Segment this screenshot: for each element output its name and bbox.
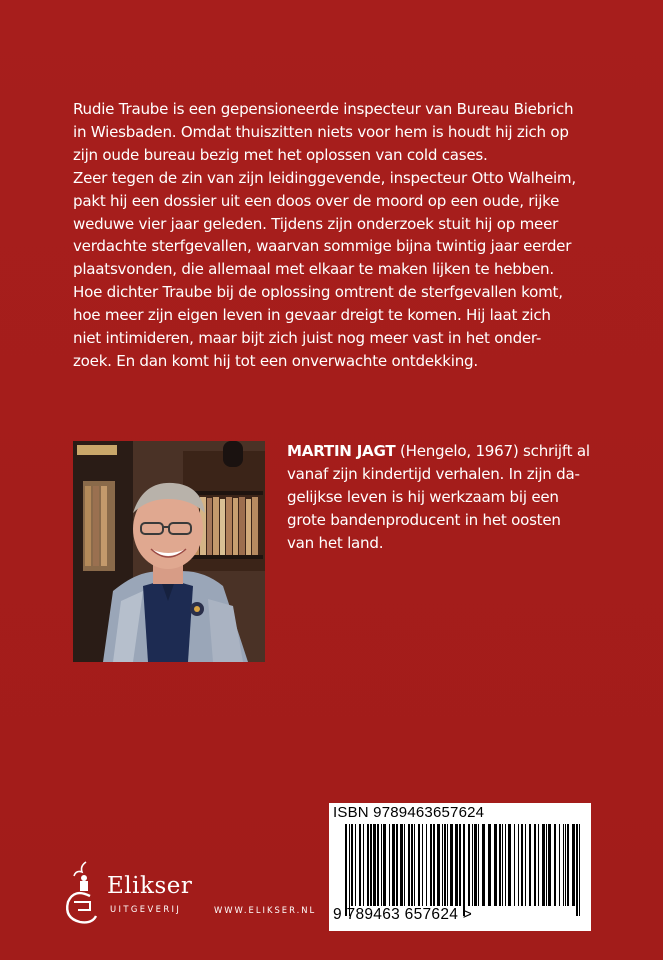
barcode-bar (363, 824, 364, 906)
barcode-bar (400, 824, 403, 906)
barcode-bar (404, 824, 405, 906)
barcode-bar (576, 824, 578, 916)
bio-line: grote bandenproducent in het oosten (287, 511, 561, 529)
blurb-line: in Wiesbaden. Omdat thuiszitten niets voor hem is houdt hij zich op (73, 122, 569, 141)
blurb-line: verdachte sterfgevallen, waarvan sommige bijna twintig jaar eerder (73, 237, 572, 256)
barcode-bar (534, 824, 536, 906)
bio-line: (Hengelo, 1967) schrijft al (395, 442, 590, 460)
blurb-line: hoe meer zijn eigen leven in gevaar dreigt te komen. Hij laat zich (73, 306, 551, 325)
bio-line: van het land. (287, 534, 384, 552)
barcode-digits: 9 789463 657624 > (333, 906, 473, 923)
barcode-bar (494, 824, 497, 906)
barcode-bar (383, 824, 386, 906)
blurb-line: Zeer tegen de zin van zijn leidinggevende, inspecteur Otto Walheim, (73, 168, 576, 187)
bio-first-line (287, 440, 591, 463)
barcode-bar (468, 824, 470, 906)
blurb-line: Rudie Traube is een gepensioneerde inspecteur van Bureau Biebrich (73, 100, 574, 118)
blurb-line: weduwe vier jaar geleden. Tijdens zijn onderzoek stuit hij op meer (73, 214, 559, 233)
publisher-sub: UITGEVERIJ (110, 904, 182, 914)
barcode-bar (567, 824, 569, 906)
barcode-bar (472, 824, 473, 906)
barcode-bar (437, 824, 440, 906)
author-bio (287, 440, 591, 555)
publisher-website: WWW.ELIKSER.NL (214, 905, 317, 915)
barcode-bar (367, 824, 369, 906)
barcode-bar (426, 824, 427, 906)
barcode-bar (579, 824, 580, 916)
barcode-bar (396, 824, 398, 906)
barcode-bar (488, 824, 491, 906)
barcode-bar (442, 824, 443, 906)
barcode-bar (518, 824, 519, 906)
isbn-barcode (329, 803, 591, 931)
barcode-bar (345, 824, 347, 916)
barcode-bar (373, 824, 376, 906)
barcode-bar (521, 824, 523, 906)
barcode-bar (430, 824, 432, 906)
blurb-line: zoek. En dan komt hij tot een onverwachte ontdekking. (73, 351, 478, 370)
bio-line: vanaf zijn kindertijd verhalen. In zijn da- (287, 465, 580, 483)
barcode-bar (359, 824, 361, 906)
barcode-bar (565, 824, 566, 906)
barcode-bar (444, 824, 446, 906)
publisher-logo (60, 858, 210, 928)
barcode-bar (559, 824, 560, 906)
publisher-emblem-icon (60, 858, 108, 928)
blurb-line: zijn oude bureau bezig met het oplossen van cold cases. (73, 145, 488, 164)
blurb-text (73, 98, 591, 373)
barcode-bar (355, 824, 356, 906)
barcode-bar (538, 824, 539, 906)
barcode-bar (459, 824, 461, 906)
barcode-bar (349, 824, 350, 916)
barcode-bar (370, 824, 372, 906)
barcode-bar (422, 824, 423, 906)
barcode-bar (447, 824, 448, 906)
barcode-bar (542, 824, 545, 906)
barcode-bar (525, 824, 526, 906)
bio-line: gelijkse leven is hij werkzaam bij een (287, 488, 559, 506)
barcode-bar (418, 824, 420, 906)
blurb-line: niet intimideren, maar bijt zich juist nog meer vast in het onder- (73, 329, 542, 348)
barcode-bar (450, 824, 453, 906)
barcode-bar (572, 824, 575, 906)
isbn-label: ISBN 9789463657624 (333, 804, 485, 821)
barcode-bar (408, 824, 410, 906)
blurb-line: plaatsvonden, die allemaal met elkaar te maken lijken te hebben. (73, 260, 554, 279)
barcode-bar (554, 824, 556, 906)
author-portrait-image (73, 441, 265, 662)
barcode-bar (505, 824, 506, 906)
barcode-bar (478, 824, 479, 906)
barcode-bar (499, 824, 501, 906)
barcode-bar (377, 824, 379, 906)
barcode-bar (548, 824, 551, 906)
blurb-line: Hoe dichter Traube bij de oplossing omtrent de sterfgevallen komt, (73, 283, 563, 302)
barcode-bar (482, 824, 485, 906)
barcode-bar (474, 824, 477, 906)
barcode-bar (381, 824, 382, 906)
barcode-bar (529, 824, 531, 906)
barcode-bar (414, 824, 415, 906)
publisher-name: Elikser (107, 873, 193, 899)
barcode-bar (411, 824, 413, 906)
barcode-bar (392, 824, 395, 906)
barcode-bar (563, 824, 564, 906)
barcode-bar (514, 824, 515, 906)
barcode-bar (508, 824, 511, 906)
author-name: MARTIN JAGT (287, 442, 396, 460)
blurb-line: pakt hij een dossier uit een doos over de moord op een oude, rijke (73, 191, 560, 210)
barcode-bar (502, 824, 503, 906)
barcode-bar (351, 824, 353, 906)
barcode-bar (433, 824, 435, 906)
barcode-bar (389, 824, 390, 906)
barcode-bar (463, 824, 465, 916)
barcode-bar (455, 824, 458, 906)
barcode-bar (546, 824, 547, 906)
author-photo (73, 441, 265, 662)
